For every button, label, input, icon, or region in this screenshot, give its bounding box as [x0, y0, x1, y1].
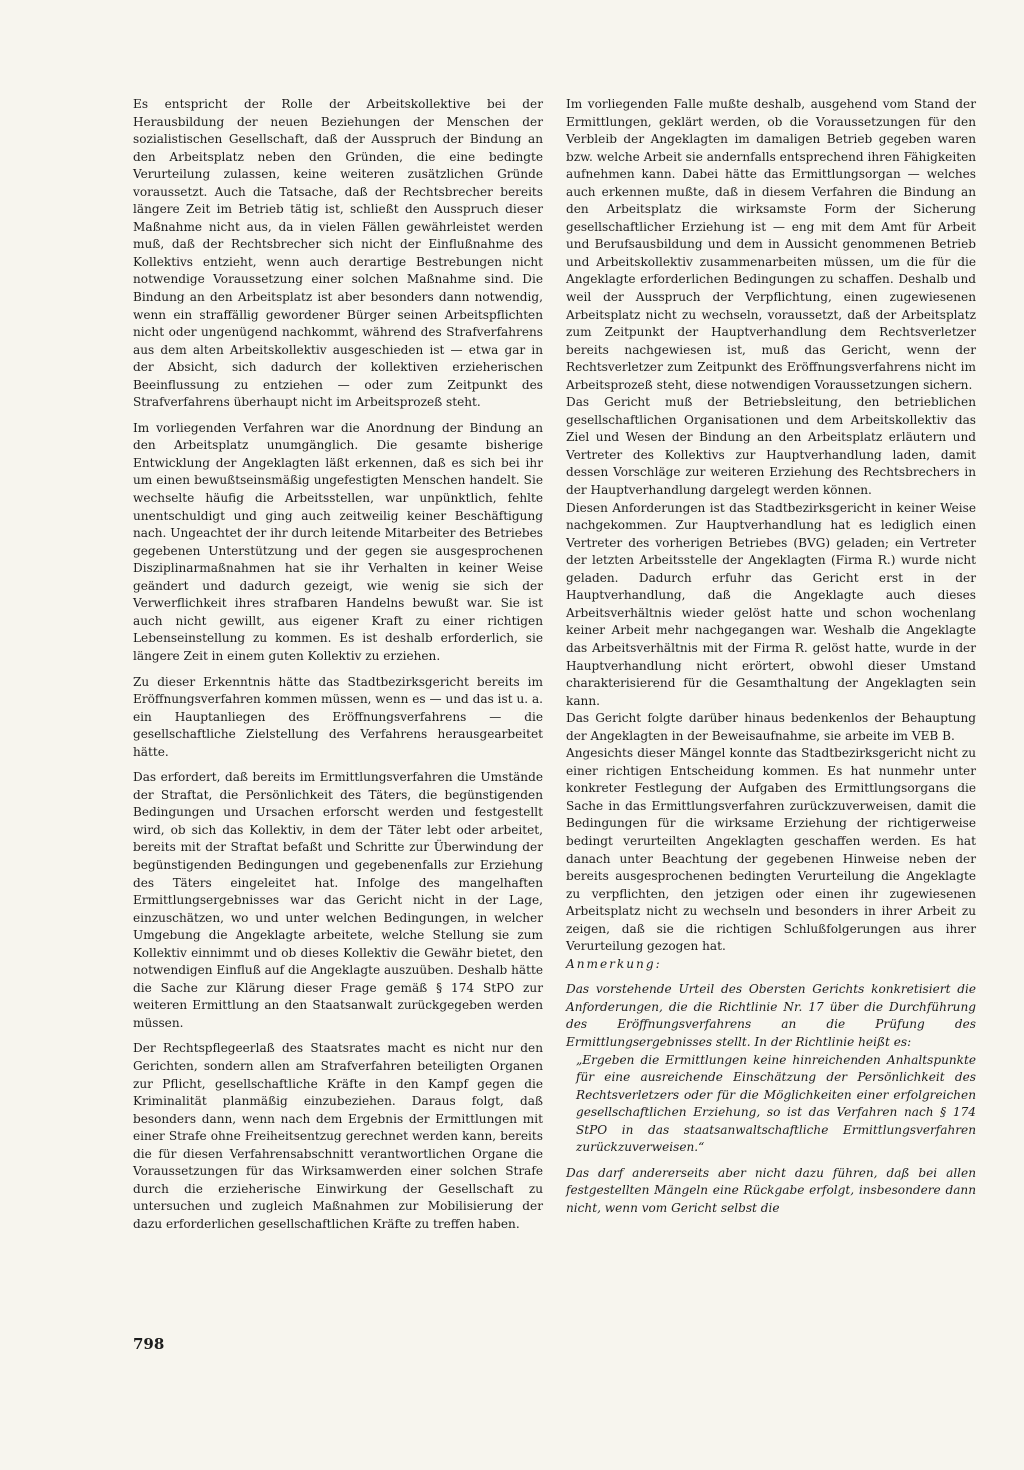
- paragraph: Angesichts dieser Mängel konnte das Stadtbezirksgericht nicht zu einer richtigen Entscheidung kommen. Es hat nunmehr unter konkreter Festlegung der Aufgaben des Ermittlungsorgans die Sache in das Ermittlungsverfahren zurückzuverweisen, damit die Bedingungen für die wirksame Erziehung der richtigerweise bedingt verurteilten Angeklagten geschaffen werden. Es hat danach unter Beachtung der gegebenen Hinweise neben der bereits ausgesprochenen bedingten Verurteilung die Angeklagte zu verpflichten, den jetzigen oder einen ihr zugewiesenen Arbeitsplatz nicht zu wechseln und besonders in ihrer Arbeit zu zeigen, daß sie die richtigen Schlußfolgerungen aus ihrer Verurteilung gezogen hat.: [566, 746, 976, 954]
- left-column: [133, 96, 543, 1241]
- paragraph: Zu dieser Erkenntnis hätte das Stadtbezirksgericht bereits im Eröffnungsverfahren kommen müssen, wenn es — und das ist u. a. ein Hauptanliegen des Eröffnungsverfahrens — die gesellschaftliche Zielstellung des Verfahrens herausgearbeitet hätte.: [133, 674, 543, 759]
- annotation-end: Das darf andererseits aber nicht dazu führen, daß bei allen festgestellten Mängeln eine Rückgabe erfolgt, insbesondere dann nicht, wenn vom Gericht selbst die: [566, 1165, 976, 1215]
- page-number: 798: [133, 1335, 165, 1353]
- annotation-heading: Anmerkung:: [566, 956, 662, 971]
- annotation-intro: Das vorstehende Urteil des Obersten Gerichts konkretisiert die Anforderungen, die die Richtlinie Nr. 17 über die Durchführung des Eröffnungsverfahrens an die Prüfung des Ermittlungsergebnisses stellt. In der Richtlinie heißt es:: [566, 982, 976, 1049]
- annotation-quote: „Ergeben die Ermittlungen keine hinreichenden Anhaltspunkte für eine ausreichende Einschätzung der Persönlichkeit des Rechtsverletzers oder für die Möglichkeiten einer erfolgreichen gesellschaftlichen Erziehung, so ist das Verfahren nach § 174 StPO in das staatsanwaltschaftliche Ermittlungsverfahren zurückzuverweisen.“: [576, 1052, 976, 1155]
- paragraph: Diesen Anforderungen ist das Stadtbezirksgericht in keiner Weise nachgekommen. Zur Hauptverhandlung hat es lediglich einen Vertreter des vorherigen Betriebes (BVG) geladen; ein Vertreter der letzten Arbeitsstelle der Angeklagten (Firma R.) wurde nicht geladen. Dadurch erfuhr das Gericht erst in der Hauptverhandlung, daß die Angeklagte auch dieses Arbeitsverhältnis wieder gelöst hatte und schon wochenlang keiner Arbeit mehr nachgegangen war. Weshalb die Angeklagte das Arbeitsverhältnis mit der Firma R. gelöst hatte, wurde in der Hauptverhandlung nicht erörtert, obwohl dieser Umstand charakterisierend für die Gesamthaltung der Angeklagten sein kann.: [566, 500, 976, 708]
- paragraph: Der Rechtspflegeerlaß des Staatsrates macht es nicht nur den Gerichten, sondern allen am Strafverfahren beteiligten Organen zur Pflicht, gesellschaftliche Kräfte in den Kampf gegen die Kriminalität planmäßig einzubeziehen. Daraus folgt, daß besonders dann, wenn nach dem Ergebnis der Ermittlungen mit einer Strafe ohne Freiheitsentzug gerechnet werden kann, bereits die für diesen Verfahrensabschnitt verantwortlichen Organe die Voraussetzungen für das Wirksamwerden einer solchen Strafe durch die erzieherische Einwirkung der Gesellschaft zu untersuchen und zugleich Maßnahmen zur Mobilisierung der dazu erforderlichen gesellschaftlichen Kräfte zu treffen haben.: [133, 1041, 543, 1231]
- paragraph: Im vorliegenden Verfahren war die Anordnung der Bindung an den Arbeitsplatz unumgänglich. Die gesamte bisherige Entwicklung der Angeklagten läßt erkennen, daß es sich bei ihr um einen bewußtseinsmäßig ungefestigten Menschen handelt. Sie wechselte häufig die Arbeitsstellen, war unpünktlich, fehlte unentschuldigt und ging auch zeitweilig keiner Beschäftigung nach. Ungeachtet der ihr durch leitende Mitarbeiter des Betriebes gegebenen Unterstützung und der gegen sie ausgesprochenen Disziplinarmaßnahmen hat sie ihr Verhalten in keiner Weise geändert und dadurch gezeigt, wie wenig sie sich der Verwerflichkeit ihres strafbaren Handelns bewußt war. Sie ist auch nicht gewillt, aus eigener Kraft zu einer richtigen Lebenseinstellung zu kommen. Es ist deshalb erforderlich, sie längere Zeit in einem guten Kollektiv zu erziehen.: [133, 420, 543, 663]
- paragraph: Das Gericht muß der Betriebsleitung, den betrieblichen gesellschaftlichen Organisationen und dem Arbeitskollektiv das Ziel und Wesen der Bindung an den Arbeitsplatz erläutern und Vertreter des Kollektivs zur Hauptverhandlung laden, damit dessen Vorschläge zur weiteren Erziehung des Rechtsbrechers in der Hauptverhandlung dargelegt werden können.: [566, 395, 976, 498]
- paragraph: Es entspricht der Rolle der Arbeitskollektive bei der Herausbildung der neuen Beziehungen der Menschen der sozialistischen Gesellschaft, daß der Ausspruch der Bindung an den Arbeitsplatz neben den Gründen, die eine bedingte Verurteilung zulassen, keine weiteren zusätzlichen Gründe voraussetzt. Auch die Tatsache, daß der Rechtsbrecher bereits längere Zeit im Betrieb tätig ist, schließt den Ausspruch dieser Maßnahme nicht aus, da in vielen Fällen gewährleistet werden muß, daß der Rechtsbrecher sich nicht der Einflußnahme des Kollektivs entzieht, wenn auch derartige Bestrebungen nicht notwendige Voraussetzung einer solchen Maßnahme sind. Die Bindung an den Arbeitsplatz ist aber besonders dann notwendig, wenn ein straffällig gewordener Bürger seinen Arbeitspflichten nicht oder ungenügend nachkommt, während des Strafverfahrens aus dem alten Arbeitskollektiv ausgeschieden ist — etwa gar in der Absicht, sich dadurch der kollektiven erzieherischen Beeinflussung zu entziehen — oder zum Zeitpunkt des Strafverfahrens überhaupt nicht im Arbeitsprozeß steht.: [133, 97, 543, 410]
- paragraph: Im vorliegenden Falle mußte deshalb, ausgehend vom Stand der Ermittlungen, geklärt werden, ob die Voraussetzungen für den Verbleib der Angeklagten im damaligen Betrieb gegeben waren bzw. welche Arbeit sie andernfalls entsprechend ihren Fähigkeiten aufnehmen kann. Dabei hätte das Ermittlungsorgan — welches auch erkennen mußte, daß in diesem Verfahren die Bindung an den Arbeitsplatz die wirksamste Form der Sicherung gesellschaftlicher Erziehung ist — eng mit dem Amt für Arbeit und Berufsausbildung und dem in Aussicht genommenen Betrieb und Arbeitskollektiv zusammenarbeiten müssen, um die für die Angeklagte erforderlichen Bedingungen zu schaffen. Deshalb und weil der Ausspruch der Verpflichtung, einen zugewiesenen Arbeitsplatz nicht zu wechseln, voraussetzt, daß der Arbeitsplatz zum Zeitpunkt der Hauptverhandlung dem Rechtsverletzer bereits nachgewiesen ist, muß das Gericht, wenn der Rechtsverletzer zum Zeitpunkt des Eröffnungsverfahrens nicht im Arbeitsprozeß steht, diese notwendigen Voraussetzungen sichern.: [566, 97, 977, 392]
- paragraph: Das Gericht folgte darüber hinaus bedenkenlos der Behauptung der Angeklagten in der Beweisaufnahme, sie arbeite im VEB B.: [566, 711, 976, 743]
- right-column: [566, 96, 976, 1217]
- paragraph: Das erfordert, daß bereits im Ermittlungsverfahren die Umstände der Straftat, die Persönlichkeit des Täters, die begünstigenden Bedingungen und Ursachen erforscht werden und festgestellt wird, ob sich das Kollektiv, in dem der Täter lebt oder arbeitet, bereits mit der Straftat befaßt und Schritte zur Überwindung der begünstigenden Bedingungen und gegebenenfalls zur Erziehung des Täters eingeleitet hat. Infolge des mangelhaften Ermittlungsergebnisses war das Gericht nicht in der Lage, einzuschätzen, wo und unter welchen Bedingungen, in welcher Umgebung die Angeklagte arbeitete, welche Stellung sie zum Kollektiv einnimmt und ob dieses Kollektiv die Gewähr bietet, den notwendigen Einfluß auf die Angeklagte auszuüben. Deshalb hätte die Sache zur Klärung dieser Frage gemäß § 174 StPO zur weiteren Ermittlung an den Staatsanwalt zurückgegeben werden müssen.: [133, 770, 543, 1030]
